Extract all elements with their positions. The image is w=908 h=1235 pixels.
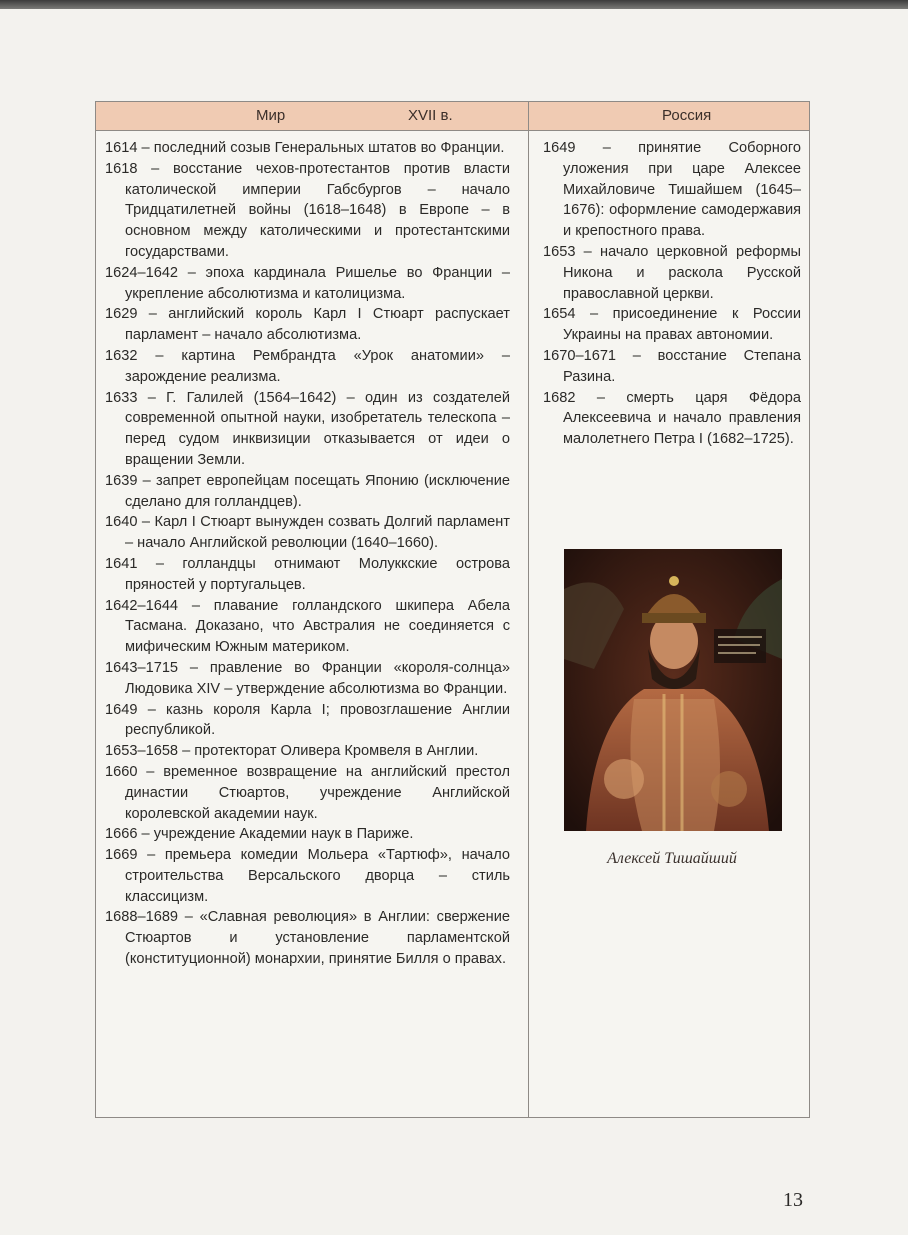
- page-number: 13: [783, 1189, 803, 1211]
- russia-event: 1682 – смерть царя Фёдора Алексеевича и начало правления малолетнего Петра I (1682–1725).: [543, 389, 801, 448]
- russia-event: 1649 – принятие Соборного уложения при царе Алексее Михайловиче Тишайшем (1645–1676): оформление самодержавия и крепостного права.: [543, 140, 801, 240]
- world-event: 1660 – временное возвращение на английский престол династии Стюартов, учреждение Английской королевской академии наук.: [105, 763, 510, 822]
- world-event: 1618 – восстание чехов-протестантов против власти католической империи Габсбургов – начало Тридцатилетней войны (1618–1648) в Европе – в основном между католическими и протестантскими государствами.: [105, 160, 510, 260]
- world-event: 1614 – последний созыв Генеральных штатов во Франции.: [105, 140, 505, 156]
- russia-events-column: [543, 138, 801, 450]
- world-event: 1632 – картина Рембрандта «Урок анатомии» – зарождение реализма.: [105, 347, 510, 385]
- world-event: 1642–1644 – плавание голландского шкипера Абела Тасмана. Доказано, что Австралия не соединяется с мифическим Южным материком.: [105, 597, 510, 656]
- world-event: 1629 – английский король Карл I Стюарт распускает парламент – начало абсолютизма.: [105, 306, 510, 344]
- world-event: 1624–1642 – эпоха кардинала Ришелье во Франции – укрепление абсолютизма и католицизма.: [105, 264, 510, 302]
- timeline-table: [95, 101, 810, 1118]
- world-event: 1669 – премьера комедии Мольера «Тартюф», начало строительства Версальского дворца – стиль классицизм.: [105, 847, 510, 905]
- russia-event: 1653 – начало церковной реформы Никона и раскола Русской православной церкви.: [543, 243, 801, 302]
- world-event: 1649 – казнь короля Карла I; провозглашение Англии республикой.: [105, 701, 510, 739]
- world-event: 1643–1715 – правление во Франции «короля-солнца» Людовика XIV – утверждение абсолютизма во Франции.: [105, 659, 510, 697]
- world-event: 1641 – голландцы отнимают Молуккские острова пряностей у португальцев.: [105, 555, 510, 593]
- world-event: 1653–1658 – протекторат Оливера Кромвеля в Англии.: [105, 743, 479, 760]
- column-divider: [528, 102, 529, 1117]
- world-event: 1640 – Карл I Стюарт вынужден созвать Долгий парламент – начало Английской революции (1640–1660).: [105, 514, 510, 552]
- header-century: XVII в.: [408, 107, 453, 124]
- table-header: [96, 102, 809, 131]
- world-event: 1639 – запрет европейцам посещать Японию (исключение сделано для голландцев).: [105, 472, 510, 510]
- russia-event: 1670–1671 – восстание Степана Разина.: [543, 347, 801, 385]
- world-event: 1666 – учреждение Академии наук в Париже.: [105, 826, 414, 843]
- header-russia: Россия: [662, 107, 712, 124]
- world-event: 1688–1689 – «Славная революция» в Англии: свержение Стюартов и установление парламентской (конституционной) монархии, принятие Билля о правах.: [105, 909, 510, 968]
- header-world: Мир: [256, 107, 286, 124]
- portrait-caption: Алексей Тишайший: [607, 850, 737, 867]
- world-event: 1633 – Г. Галилей (1564–1642) – один из создателей современной опытной науки, изобретатель телескопа – перед судом инквизиции отказывается от идеи о вращении Земли.: [105, 389, 510, 468]
- russia-event: 1654 – присоединение к России Украины на правах автономии.: [543, 306, 801, 344]
- world-events-column: [105, 138, 510, 970]
- tsar-portrait-image: [564, 549, 782, 831]
- top-edge-strip: [0, 0, 908, 9]
